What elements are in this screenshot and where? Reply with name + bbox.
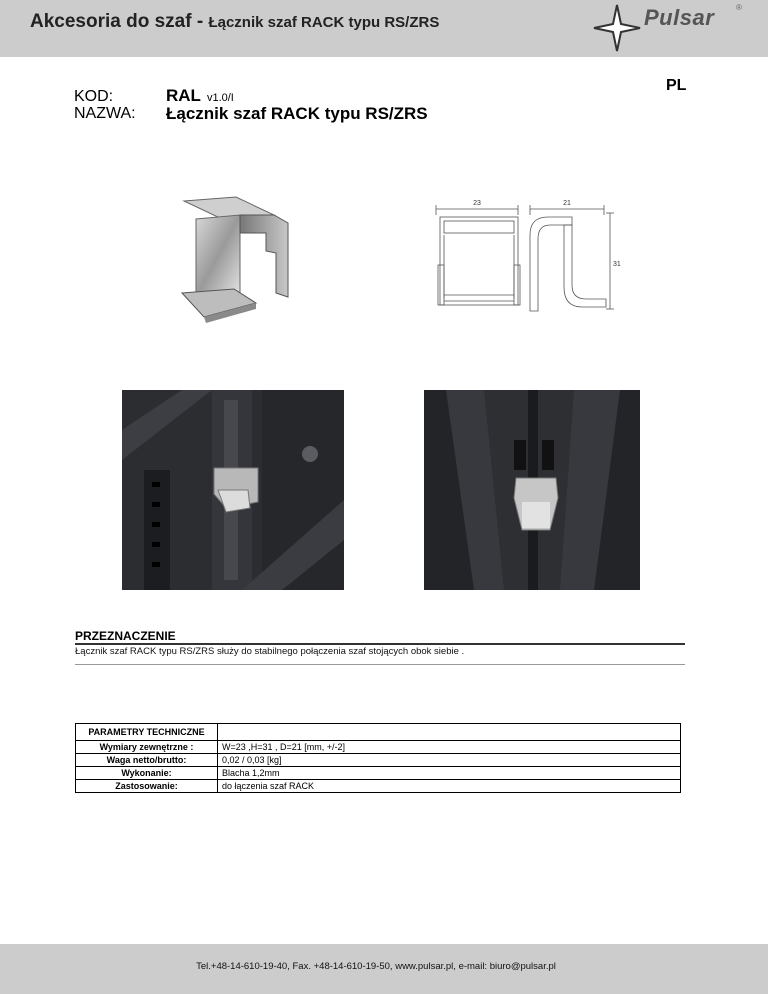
param-label: Zastosowanie:	[76, 780, 218, 793]
technical-parameters-table	[75, 723, 681, 793]
code-label: KOD:	[74, 88, 114, 105]
param-value: do łączenia szaf RACK	[218, 780, 681, 793]
table-row	[76, 780, 681, 793]
param-value: W=23 ,H=31 , D=21 [mm, +/-2]	[218, 741, 681, 754]
param-label: Wykonanie:	[76, 767, 218, 780]
table-title: PARAMETRY TECHNICZNE	[76, 724, 218, 741]
table-row	[76, 767, 681, 780]
header-title-sub: Łącznik szaf RACK typu RS/ZRS	[208, 14, 440, 31]
dim-width-label: 23	[473, 200, 481, 207]
installation-photo-2	[424, 390, 640, 590]
dim-height-label: 31	[613, 261, 621, 268]
header-title	[30, 11, 439, 33]
table-header-row	[76, 724, 681, 741]
purpose-title: PRZEZNACZENIE	[75, 629, 176, 643]
page-footer	[0, 944, 768, 994]
technical-drawing	[430, 195, 630, 320]
param-label: Waga netto/brutto:	[76, 754, 218, 767]
installation-photo-1	[122, 390, 344, 590]
table-row	[76, 741, 681, 754]
page-header	[0, 0, 768, 57]
code-value: RAL	[166, 86, 201, 105]
pulsar-logo	[592, 3, 752, 53]
name-label: NAZWA:	[74, 105, 136, 122]
dim-depth-label: 21	[563, 200, 571, 207]
footer-contact: Tel.+48-14-610-19-40, Fax. +48-14-610-19-50, www.pulsar.pl, e-mail: biuro@pulsar.pl	[196, 961, 556, 972]
code-value-row	[166, 86, 234, 106]
star-logo-icon	[592, 3, 642, 53]
name-value: Łącznik szaf RACK typu RS/ZRS	[166, 104, 428, 123]
language-code: PL	[666, 77, 687, 94]
version: v1.0/I	[206, 92, 234, 104]
purpose-bottom-divider	[75, 664, 685, 665]
header-title-main: Akcesoria do szaf -	[30, 11, 209, 32]
param-label: Wymiary zewnętrzne :	[76, 741, 218, 754]
logo-text: Pulsar	[644, 5, 715, 30]
product-photo	[176, 193, 296, 325]
table-row	[76, 754, 681, 767]
purpose-text: Łącznik szaf RACK typu RS/ZRS służy do stabilnego połączenia szaf stojących obok siebie .	[75, 646, 465, 657]
param-value: Blacha 1,2mm	[218, 767, 681, 780]
logo-registered: ®	[736, 3, 742, 12]
purpose-divider	[75, 643, 685, 645]
param-value: 0,02 / 0,03 [kg]	[218, 754, 681, 767]
table-header-empty	[218, 724, 681, 741]
